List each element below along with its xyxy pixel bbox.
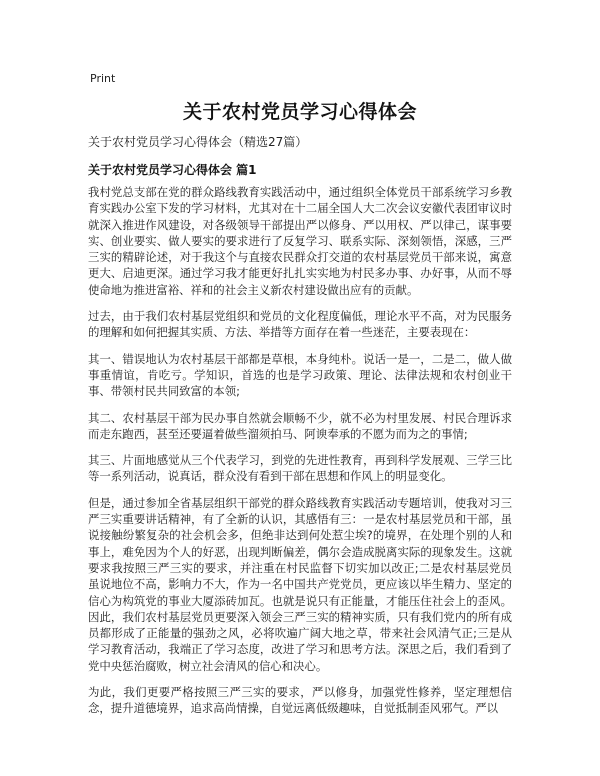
paragraph-5: 其三、片面地感觉从三个代表学习，到党的先进性教育，再到科学发展观、三学三比等一系列活动，说真话，群众没有看到干部在思想和作风上的明显变化。 <box>88 453 512 484</box>
paragraph-7: 为此，我们更要严格按照三严三实的要求，严以修身，加强党性修养，坚定理想信念，提升道德境界，追求高尚情操，自觉远离低级趣味，自觉抵制歪风邪气。严以 <box>88 685 512 716</box>
print-label[interactable]: Print <box>90 72 116 85</box>
document-title: 关于农村党员学习心得体会 <box>182 101 417 123</box>
section-heading: 关于农村党员学习心得体会 篇1 <box>88 163 257 177</box>
paragraph-3: 其一、错误地认为农村基层干部都是草根，本身纯朴。说话一是一，二是二，做人做事重情谊，肯吃亏。学知识，首选的也是学习政策、理论、法律法规和农村创业干事、带领村民共同致富的本领; <box>88 351 512 399</box>
paragraph-4: 其二、农村基层干部为民办事自然就会顺畅不少，就不必为村里发展、村民合理诉求而走东跑西，甚至还要逼着做些溜须拍马、阿谀奉承的不愿为而为之的事情; <box>88 410 512 441</box>
body-text <box>88 184 512 727</box>
paragraph-2: 过去，由于我们农村基层党组织和党员的文化程度偏低，理论水平不高，对为民服务的理解和如何把握其实质、方法、举措等方面存在着一些迷茫，主要表现在： <box>88 309 512 340</box>
paragraph-6: 但是，通过参加全省基层组织干部党的群众路线教育实践活动专题培训，使我对习三严三实重要讲话精神，有了全新的认识，其感悟有三：一是农村基层党员和干部，虽说接触纷繁复杂的社会机会多，但绝非达到何处惹尘埃?的境界，在处理个别的人和事上，难免因为个人的好恶，出现判断偏差，偶尔会造成脱离实际的现象发生。这就要求我按照三严三实的要求，并注重在村民监督下切实加以改正;二是农村基层党员虽说地位不高，影响力不大，作为一名中国共产党党员，更应该以毕生精力、坚定的信心为构筑党的事业大厦添砖加瓦。也就是说只有正能量，才能压住社会上的歪风。因此，我们农村基层党员更要深入领会三严三实的精神实质，只有我们党内的所有成员都形成了正能量的强劲之风，必将吹遍广阔大地之草，带来社会风清气正;三是从学习教育活动，我端正了学习态度，改进了学习和思考方法。深思之后，我们看到了党中央惩治腐败，树立社会清风的信心和决心。 <box>88 495 512 673</box>
document-subtitle: 关于农村党员学习心得体会（精选27篇） <box>88 135 308 149</box>
paragraph-1: 我村党总支部在党的群众路线教育实践活动中，通过组织全体党员干部系统学习乡教育实践办公室下发的学习材料，尤其对在十二届全国人大二次会议安徽代表团审议时就深入推进作风建设，对各级领导干部提出严以修身、严以用权、严以律己，谋事要实、创业要实、做人要实的要求进行了反复学习、联系实际、深刻领悟，深感，三严三实的精辟论述，对于我这个与直接农民群众打交道的农村基层党员干部来说，寓意更大、启迪更深。通过学习我才能更好扎扎实实地为村民多办事、办好事，从而不辱使命地为推进富裕、祥和的社会主义新农村建设做出应有的贡献。 <box>88 185 512 297</box>
